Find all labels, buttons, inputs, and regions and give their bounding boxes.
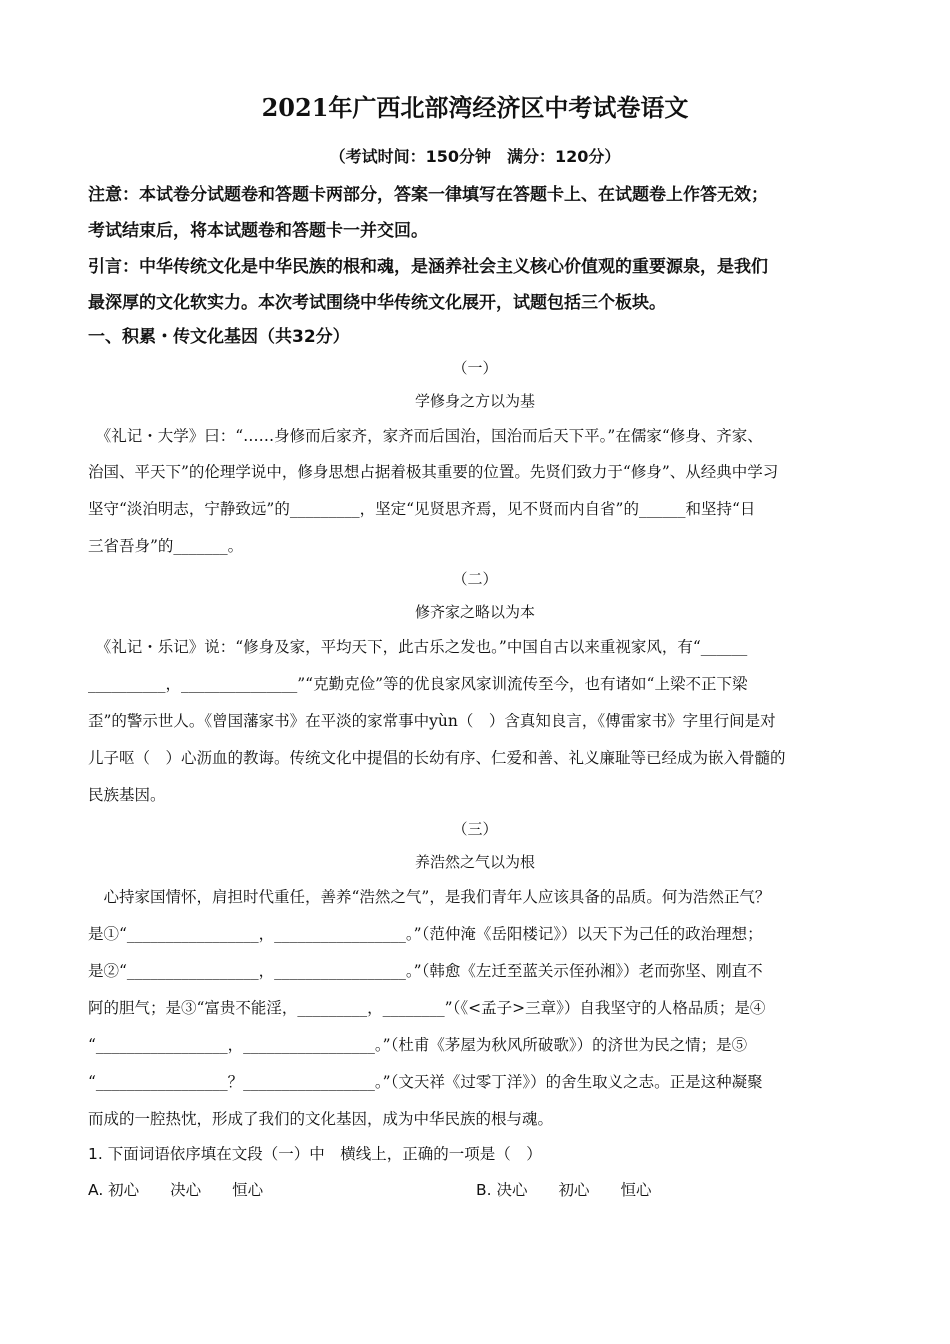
notice-line: 考试结束后，将本试题卷和答题卡一并交回。	[88, 221, 428, 241]
paragraph-line: 民族基因。	[88, 786, 166, 804]
paragraph-line: 阿的胆气；是③“富贵不能淫，_________，________”（《<孟子>三章》）自我坚守的人格品质；是④	[88, 999, 766, 1017]
part-number: （三）	[452, 820, 498, 838]
paragraph-line: 是②“_________________，_________________。”（韩愈《左迁至蓝关示侄孙湘》）老而弥坚、刚直不	[88, 962, 763, 980]
paragraph-line: 而成的一腔热忱，形成了我们的文化基因，成为中华民族的根与魂。	[88, 1110, 554, 1128]
intro-line: 最深厚的文化软实力。本次考试围绕中华传统文化展开，试题包括三个板块。	[88, 293, 666, 313]
part-number: （二）	[452, 570, 498, 588]
intro-line: 引言：中华传统文化是中华民族的根和魂，是涵养社会主义核心价值观的重要源泉，是我们	[88, 257, 768, 277]
paragraph-line: 心持家国情怀，肩担时代重任，善养“浩然之气”，是我们青年人应该具备的品质。何为浩然正气？	[88, 888, 771, 906]
exam-subtitle: （考试时间：150分钟 满分：120分）	[329, 147, 621, 166]
part-title: 养浩然之气以为根	[414, 853, 535, 871]
section-heading: 一、积累・传文化基因（共32分）	[88, 327, 350, 347]
question-1-stem: 1. 下面词语依序填在文段（一）中 横线上，正确的一项是（ ）	[88, 1145, 542, 1163]
part-number: （一）	[452, 359, 498, 377]
paragraph-line: 儿子呕（ ）心沥血的教诲。传统文化中提倡的长幼有序、仁爱和善、礼义廉耻等已经成为嵌入骨髓的	[88, 749, 786, 767]
paragraph-line: 坚守“淡泊明志，宁静致远”的_________，坚定“见贤思齐焉，见不贤而内自省”的______和坚持“日	[88, 500, 756, 518]
paragraph-line: 治国、平天下”的伦理学说中，修身思想占据着极其重要的位置。先贤们致力于“修身”、从经典中学习	[88, 463, 779, 481]
paragraph-line: 三省吾身”的_______。	[88, 537, 244, 555]
notice-line: 注意：本试卷分试题卷和答题卡两部分，答案一律填写在答题卡上、在试题卷上作答无效；	[88, 185, 768, 205]
paragraph-line: 《礼记・乐记》说：“修身及家，平均天下，此古乐之发也。”中国自古以来重视家风，有“______	[88, 638, 748, 656]
paragraph-line: “_________________？_________________。”（文天祥《过零丁洋》）的舍生取义之志。正是这种凝聚	[88, 1073, 763, 1091]
question-1-option-b[interactable]: B. 决心 初心 恒心	[476, 1181, 652, 1199]
paragraph-line: “_________________，_________________。”（杜甫《茅屋为秋风所破歌》）的济世为民之情；是⑤	[88, 1036, 748, 1054]
paragraph-line: 是①“_________________，_________________。”（范仲淹《岳阳楼记》）以天下为己任的政治理想；	[88, 925, 763, 943]
part-title: 学修身之方以为基	[414, 392, 535, 410]
paragraph-line: __________，_______________”“克勤克俭”等的优良家风家训流传至今，也有诸如“上梁不正下梁	[88, 675, 748, 693]
part-title: 修齐家之略以为本	[414, 603, 535, 621]
exam-title: 2021年广西北部湾经济区中考试卷语文	[261, 93, 689, 122]
paragraph-line: 《礼记・大学》曰：“……身修而后家齐，家齐而后国治，国治而后天下平。”在儒家“修身、齐家、	[88, 427, 763, 445]
paragraph-line: 歪”的警示世人。《曾国藩家书》在平淡的家常事中yùn（ ）含真知良言，《傅雷家书》字里行间是对	[88, 712, 776, 730]
question-1-option-a[interactable]: A. 初心 决心 恒心	[88, 1181, 264, 1199]
